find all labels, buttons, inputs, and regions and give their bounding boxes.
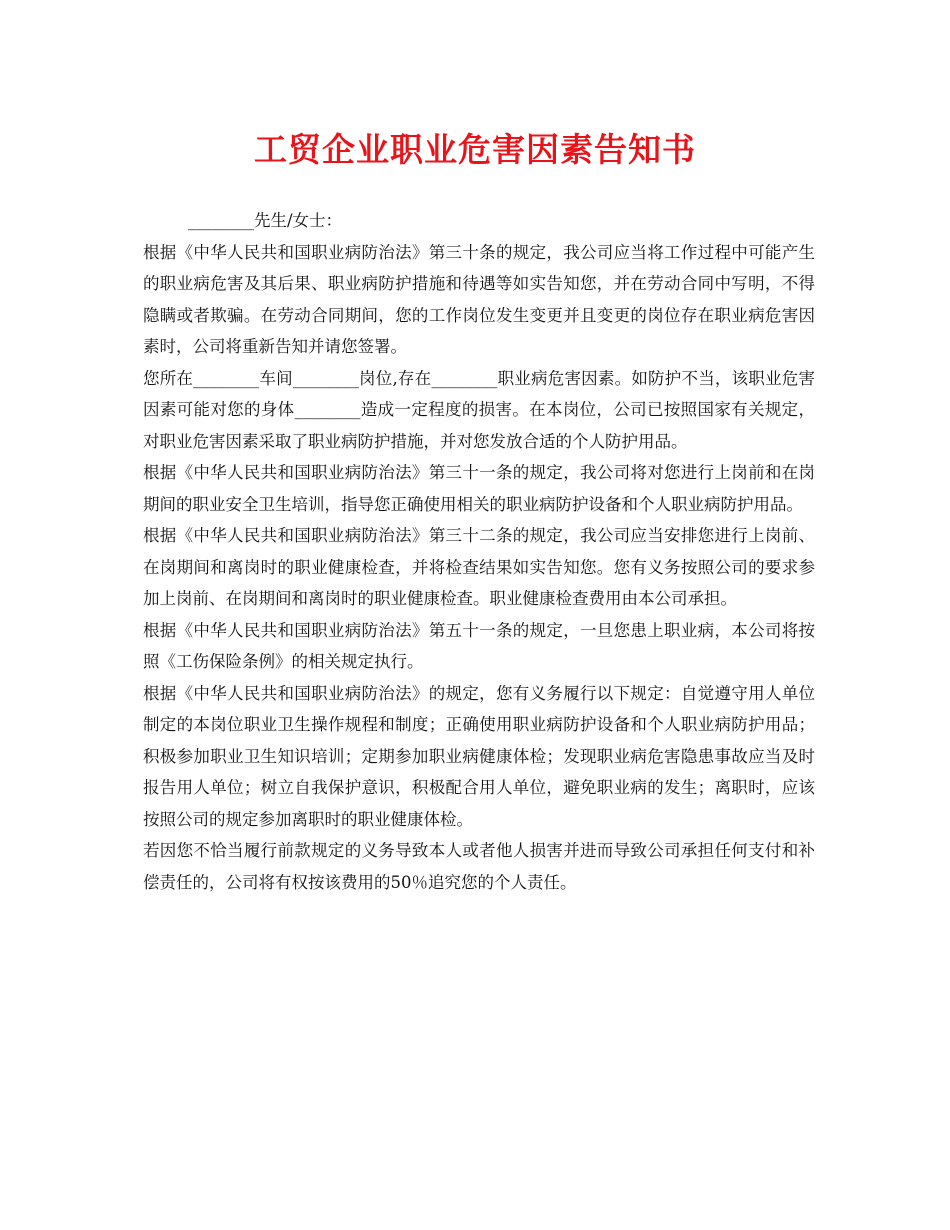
- body-part-blank: ________: [294, 400, 361, 419]
- salutation: [143, 205, 815, 237]
- text-segment: 造成一定程度的损害。在本岗位，公司已按照国家有关规定，对职业危害因素采取了职业病防护措施，并对您发放合适的个人防护用品。: [143, 400, 816, 451]
- salutation-text: 先生/女士：: [254, 211, 343, 230]
- workshop-blank: ________: [193, 368, 260, 388]
- hazard-factor-blank: ________: [431, 368, 498, 388]
- paragraph-article-30: 根据《中华人民共和国职业病防治法》第三十条的规定，我公司应当将工作过程中可能产生的职业病危害及其后果、职业病防护措施和待遇等如实告知您，并在劳动合同中写明，不得隐瞒或者欺骗。在劳动合同期间，您的工作岗位发生变更并且变更的岗位存在职业病危害因素时，公司将重新告知并请您签署。: [143, 242, 815, 356]
- document-title: 工贸企业职业危害因素告知书: [254, 130, 696, 169]
- salutation-blank: ________: [188, 211, 254, 230]
- document-body: [143, 205, 815, 898]
- text-segment: 职业病危害因素。如防护不当，该职业危害因素可能对您的身体: [143, 368, 816, 419]
- paragraph-obligations: 根据《中华人民共和国职业病防治法》的规定，您有义务履行以下规定：自觉遵守用人单位制定的本岗位职业卫生操作规程和制度；正确使用职业病防护设备和个人职业病防护用品；积极参加职业卫生知识培训；定期参加职业病健康体检；发现职业病危害隐患事故应当及时报告用人单位；树立自我保护意识，积极配合用人单位，避免职业病的发生；离职时，应该按照公司的规定参加离职时的职业健康体检。: [143, 683, 815, 829]
- post-blank: ________: [292, 368, 359, 388]
- paragraph-liability: 若因您不恰当履行前款规定的义务导致本人或者他人损害并进而导致公司承担任何支付和补偿责任的，公司将有权按该费用的50％追究您的个人责任。: [143, 841, 815, 892]
- paragraph-article-32: 根据《中华人民共和国职业病防治法》第三十二条的规定，我公司应当安排您进行上岗前、在岗期间和离岗时的职业健康检查，并将检查结果如实告知您。您有义务按照公司的要求参加上岗前、在岗期间和离岗时的职业健康检查。职业健康检查费用由本公司承担。: [143, 526, 815, 608]
- paragraph-workplace-hazard: [143, 363, 815, 458]
- paragraph-article-51: 根据《中华人民共和国职业病防治法》第五十一条的规定，一旦您患上职业病，本公司将按照《工伤保险条例》的相关规定执行。: [143, 620, 815, 671]
- text-segment: 岗位,存在: [358, 368, 432, 388]
- text-segment: 车间: [259, 368, 293, 388]
- text-segment: 您所在: [143, 368, 194, 388]
- paragraph-article-31: 根据《中华人民共和国职业病防治法》第三十一条的规定，我公司将对您进行上岗前和在岗期间的职业安全卫生培训，指导您正确使用相关的职业病防护设备和个人职业病防护用品。: [143, 463, 815, 514]
